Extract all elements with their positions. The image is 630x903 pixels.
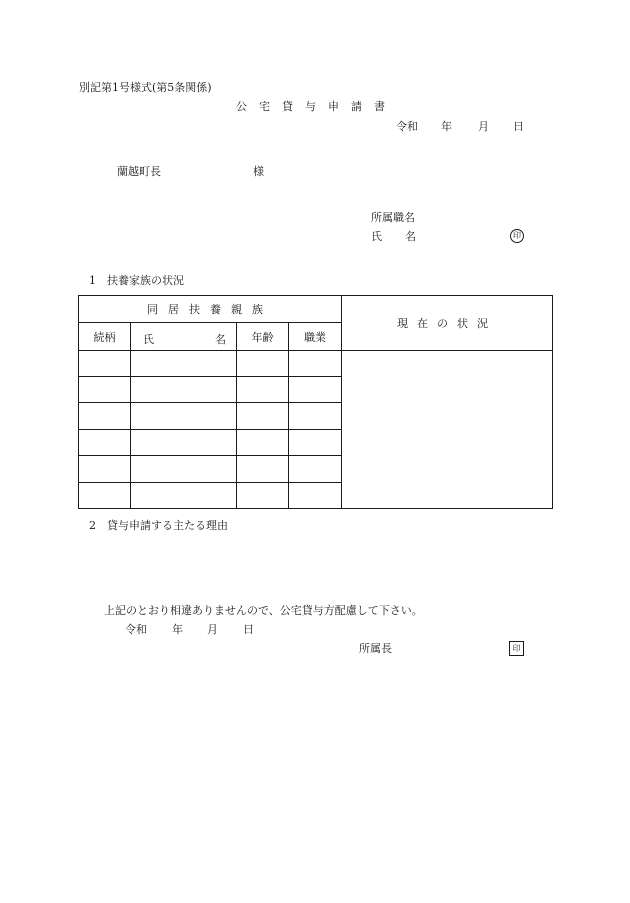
col-relation: 続柄	[79, 323, 131, 350]
applicant-name-label-2: 名	[405, 230, 416, 243]
applicant-affiliation-label: 所属職名	[371, 211, 415, 224]
name-cell[interactable]	[131, 429, 237, 455]
age-cell[interactable]	[237, 350, 289, 376]
age-cell[interactable]	[237, 377, 289, 403]
relation-cell[interactable]	[79, 429, 131, 455]
title-char: 書	[374, 100, 385, 113]
col-name-1: 氏	[143, 333, 154, 347]
age-cell[interactable]	[237, 429, 289, 455]
form-reference: 別記第1号様式(第5条関係)	[79, 81, 212, 94]
age-cell[interactable]	[237, 482, 289, 508]
name-cell[interactable]	[131, 456, 237, 482]
title-char: 貸	[282, 100, 293, 113]
occupation-cell[interactable]	[289, 456, 342, 482]
occupation-cell[interactable]	[289, 429, 342, 455]
applicant-name-label-1: 氏	[371, 230, 382, 243]
relation-cell[interactable]	[79, 377, 131, 403]
age-cell[interactable]	[237, 403, 289, 429]
col-age: 年齢	[237, 323, 289, 350]
date-month: 月	[478, 120, 489, 133]
document-title	[236, 101, 397, 112]
date-year: 年	[441, 120, 452, 133]
age-cell[interactable]	[237, 456, 289, 482]
occupation-cell[interactable]	[289, 482, 342, 508]
director-seal-mark: 印	[509, 641, 524, 656]
col-name-2: 名	[215, 333, 226, 347]
group-header: 同居扶養親族	[79, 296, 342, 323]
status-header: 現在の状況	[342, 296, 553, 351]
relation-cell[interactable]	[79, 482, 131, 508]
date-year: 年	[172, 623, 183, 636]
relation-cell[interactable]	[79, 403, 131, 429]
date-day: 日	[243, 623, 254, 636]
title-char: 与	[305, 100, 316, 113]
applicant-seal-mark: 印	[510, 229, 524, 243]
title-char: 公	[236, 100, 247, 113]
relation-cell[interactable]	[79, 350, 131, 376]
addressee-name: 蘭越町長	[117, 165, 161, 178]
relation-cell[interactable]	[79, 456, 131, 482]
status-cell[interactable]	[342, 350, 553, 508]
confirmation-statement: 上記のとおり相違ありませんので、公宅貸与方配慮して下さい。	[104, 604, 423, 617]
title-char: 申	[328, 100, 339, 113]
name-cell[interactable]	[131, 350, 237, 376]
dependents-table	[78, 295, 553, 509]
table-row	[79, 350, 553, 376]
director-label: 所属長	[359, 642, 392, 655]
occupation-cell[interactable]	[289, 377, 342, 403]
section1-heading: 1 扶養家族の状況	[89, 274, 184, 287]
title-char: 宅	[259, 100, 270, 113]
name-cell[interactable]	[131, 482, 237, 508]
date-era: 令和	[125, 623, 147, 636]
addressee-honorific: 様	[253, 165, 264, 178]
title-char: 請	[351, 100, 362, 113]
section2-heading: 2 貸与申請する主たる理由	[89, 519, 228, 532]
name-cell[interactable]	[131, 403, 237, 429]
date-era: 令和	[396, 120, 418, 133]
col-name	[131, 323, 237, 350]
occupation-cell[interactable]	[289, 403, 342, 429]
name-cell[interactable]	[131, 377, 237, 403]
date-day: 日	[513, 120, 524, 133]
occupation-cell[interactable]	[289, 350, 342, 376]
date-month: 月	[207, 623, 218, 636]
col-occupation: 職業	[289, 323, 342, 350]
